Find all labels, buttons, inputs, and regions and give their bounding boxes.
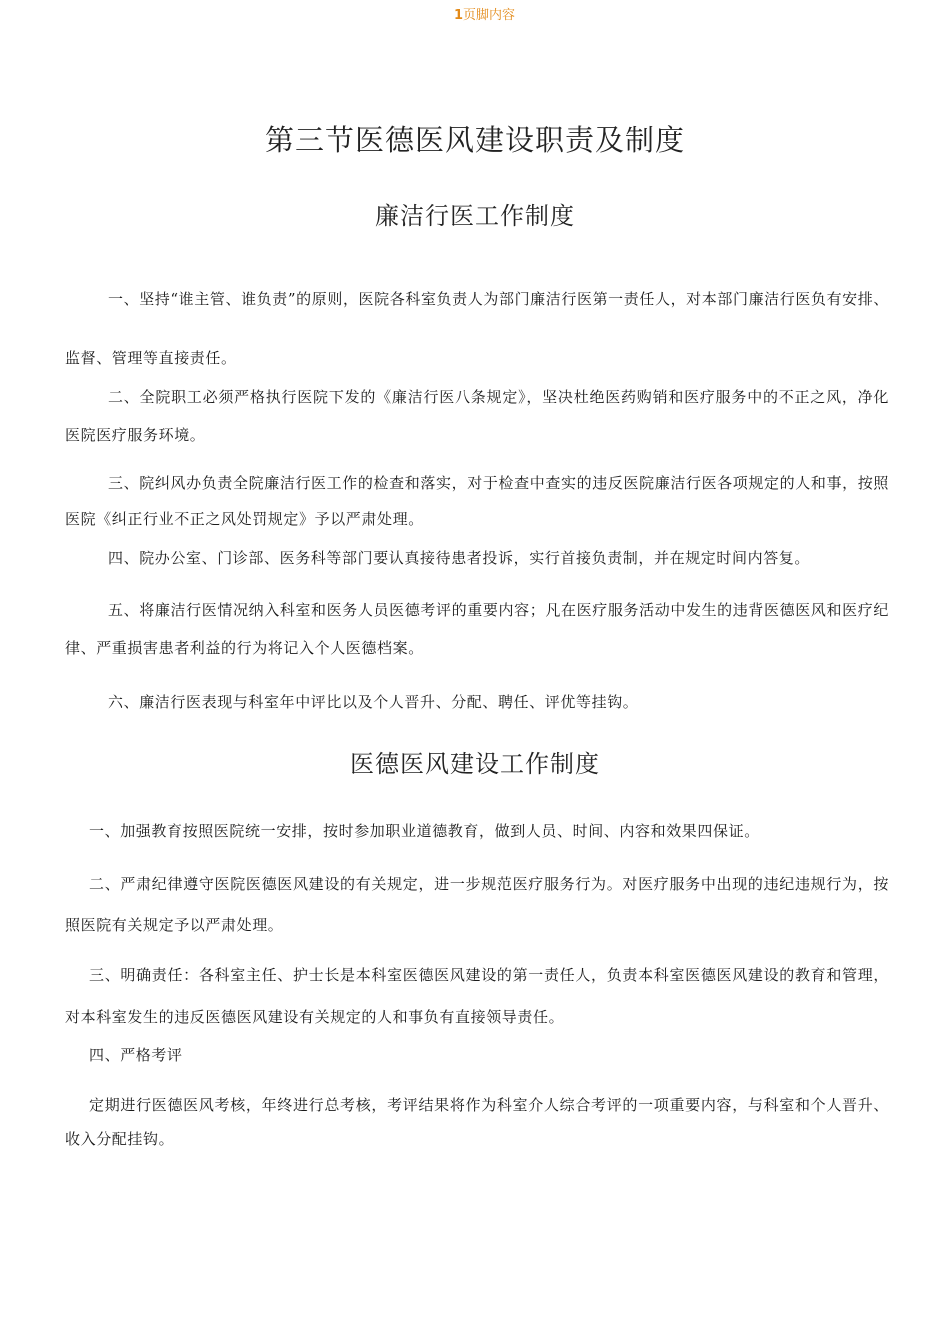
section2-title: 医德医风建设工作制度 — [350, 750, 600, 778]
section1-item-4: 四、院办公室、门诊部、医务科等部门要认真接待患者投诉，实行首接负责制，并在规定时间内答复。 — [108, 549, 811, 567]
section2-item-2: 二、严肃纪律遵守医院医德医风建设的有关规定，进一步规范医疗服务行为。对医疗服务中出现的违纪违规行为，按照医院有关规定予以严肃处理。 — [65, 875, 889, 934]
page-footer-note — [454, 6, 518, 25]
section2-item-5: 定期进行医德医风考核，年终进行总考核，考评结果将作为科室介人综合考评的一项重要内容，与科室和个人晋升、收入分配挂钩。 — [65, 1096, 889, 1148]
section1-title: 廉洁行医工作制度 — [375, 202, 575, 230]
section1-item-1: 一、坚持“谁主管、谁负责”的原则，医院各科室负责人为部门廉洁行医第一责任人，对本部门廉洁行医负有安排、监督、管理等直接责任。 — [65, 290, 889, 367]
footer-label: 页脚内容 — [463, 8, 516, 23]
page-number: 1 — [454, 8, 464, 23]
section1-item-3: 三、院纠风办负责全院廉洁行医工作的检查和落实，对于检查中查实的违反医院廉洁行医各项规定的人和事，按照医院《纠正行业不正之风处罚规定》予以严肃处理。 — [65, 474, 889, 528]
section1-item-5: 五、将廉洁行医情况纳入科室和医务人员医德考评的重要内容；凡在医疗服务活动中发生的违背医德医风和医疗纪律、严重损害患者利益的行为将记入个人医德档案。 — [65, 601, 889, 657]
section1-item-6: 六、廉洁行医表现与科室年中评比以及个人晋升、分配、聘任、评优等挂钩。 — [108, 693, 639, 711]
section2-item-4: 四、严格考评 — [89, 1046, 183, 1064]
section2-item-1: 一、加强教育按照医院统一安排，按时参加职业道德教育，做到人员、时间、内容和效果四保证。 — [89, 822, 760, 840]
section2-item-3: 三、明确责任：各科室主任、护士长是本科室医德医风建设的第一责任人，负责本科室医德医风建设的教育和管理，对本科室发生的违反医德医风建设有关规定的人和事负有直接领导责任。 — [65, 966, 889, 1026]
section1-item-2: 二、全院职工必须严格执行医院下发的《廉洁行医八条规定》，坚决杜绝医药购销和医疗服务中的不正之风，净化医院医疗服务环境。 — [65, 388, 889, 444]
chapter-title: 第三节医德医风建设职责及制度 — [264, 123, 685, 157]
